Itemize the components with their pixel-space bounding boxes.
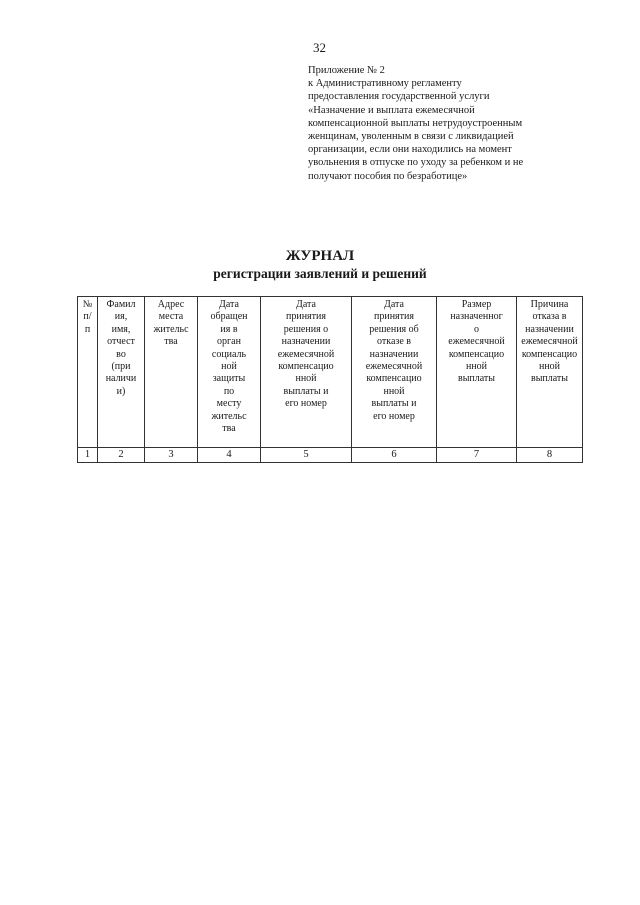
header-line: п/ [83, 311, 92, 323]
appendix-line: предоставления государственной услуги [308, 91, 490, 103]
header-line: во [116, 348, 126, 360]
header-cell-payment-amount [437, 297, 517, 448]
table-header-row [78, 297, 583, 448]
header-line: защиты [212, 373, 246, 385]
header-line: Причина [530, 299, 569, 310]
header-cell-assignment-decision [261, 297, 352, 448]
journal-table [77, 296, 583, 463]
header-line: решения о [283, 323, 329, 335]
header-line: выплаты [530, 373, 569, 385]
journal-title: ЖУРНАЛ [285, 248, 355, 264]
header-line: его номер [285, 398, 327, 410]
header-line: принятия [374, 311, 414, 323]
appendix-line: женщинам, уволенным в связи с ликвидацией [308, 131, 514, 143]
column-number: 2 [98, 448, 145, 463]
appendix-line: Приложение № 2 [308, 65, 385, 76]
header-line: назначении [525, 323, 574, 335]
header-line: компенсацио [366, 373, 422, 385]
column-number: 7 [437, 448, 517, 463]
header-line: наличи [105, 373, 137, 385]
column-number: 8 [517, 448, 583, 463]
header-line: принятия [286, 311, 326, 323]
header-line: и) [116, 385, 126, 397]
header-line: жительс [211, 410, 247, 422]
header-line: Дата [296, 299, 316, 310]
header-line: орган [217, 336, 241, 348]
header-line: ной [221, 361, 237, 373]
journal-subtitle: регистрации заявлений и решений [213, 266, 427, 281]
header-line: ия, [114, 311, 128, 323]
header-line: тва [164, 336, 178, 348]
header-line: Фамил [106, 299, 136, 310]
header-line: п [84, 323, 91, 335]
header-cell-refusal-reason [517, 297, 583, 448]
appendix-line: к Административному регламенту [308, 78, 462, 90]
header-line: нной [465, 361, 488, 373]
header-line: ежемесячной [448, 336, 505, 348]
appendix-line: организации, если они находились на момент [308, 144, 512, 156]
header-line: места [158, 311, 184, 323]
header-line: компенсацио [448, 348, 505, 360]
appendix-line: получают пособия по безработице» [308, 170, 468, 182]
appendix-line: увольнения в отпуске по уходу за ребенком и не [308, 157, 524, 169]
header-line: имя, [111, 323, 131, 335]
column-number: 4 [198, 448, 261, 463]
column-number: 3 [145, 448, 198, 463]
header-line: нной [538, 361, 561, 373]
appendix-line: «Назначение и выплата ежемесячной [308, 104, 475, 116]
header-line: отчест [107, 336, 135, 348]
header-line: Адрес [157, 299, 185, 310]
header-cell-number [78, 297, 98, 448]
header-cell-full-name [98, 297, 145, 448]
header-line: нной [295, 373, 317, 385]
header-line: № [82, 299, 93, 310]
header-line: ежемесячной [521, 336, 578, 348]
header-line: обращен [210, 311, 248, 323]
header-line: месту [216, 398, 242, 410]
header-line: назначении [369, 348, 419, 360]
table-number-row [78, 448, 583, 463]
column-number: 5 [261, 448, 352, 463]
header-line: нной [383, 385, 405, 397]
header-line: выплаты [457, 373, 496, 385]
header-line: его номер [373, 410, 415, 422]
header-line: Дата [384, 299, 404, 310]
header-cell-refusal-decision [352, 297, 437, 448]
header-line: отказе в [377, 336, 411, 348]
column-number: 1 [78, 448, 98, 463]
header-cell-address [145, 297, 198, 448]
header-line: назначенног [450, 311, 503, 323]
appendix-line: компенсационной выплаты нетрудоустроенным [308, 117, 523, 129]
header-line: компенсацио [521, 348, 578, 360]
header-line: отказа в [532, 311, 567, 323]
header-line: (при [111, 361, 131, 373]
header-line: компенсацио [278, 361, 334, 373]
header-line: решения об [369, 323, 419, 335]
header-cell-application-date [198, 297, 261, 448]
header-line: тва [222, 423, 236, 435]
header-line: выплаты и [283, 385, 329, 397]
page-number: 32 [313, 40, 326, 55]
header-line: социаль [211, 348, 247, 360]
header-line: по [223, 385, 235, 397]
header-line: ежемесячной [277, 348, 335, 360]
header-line: выплаты и [371, 398, 417, 410]
column-number: 6 [352, 448, 437, 463]
header-line: Размер [461, 299, 492, 310]
appendix-block [308, 64, 598, 183]
header-line: ежемесячной [365, 361, 423, 373]
header-line: жительс [153, 323, 189, 335]
header-line: Дата [219, 299, 239, 310]
header-line: ия в [220, 323, 238, 335]
header-line: назначении [281, 336, 331, 348]
header-line: о [474, 323, 479, 335]
